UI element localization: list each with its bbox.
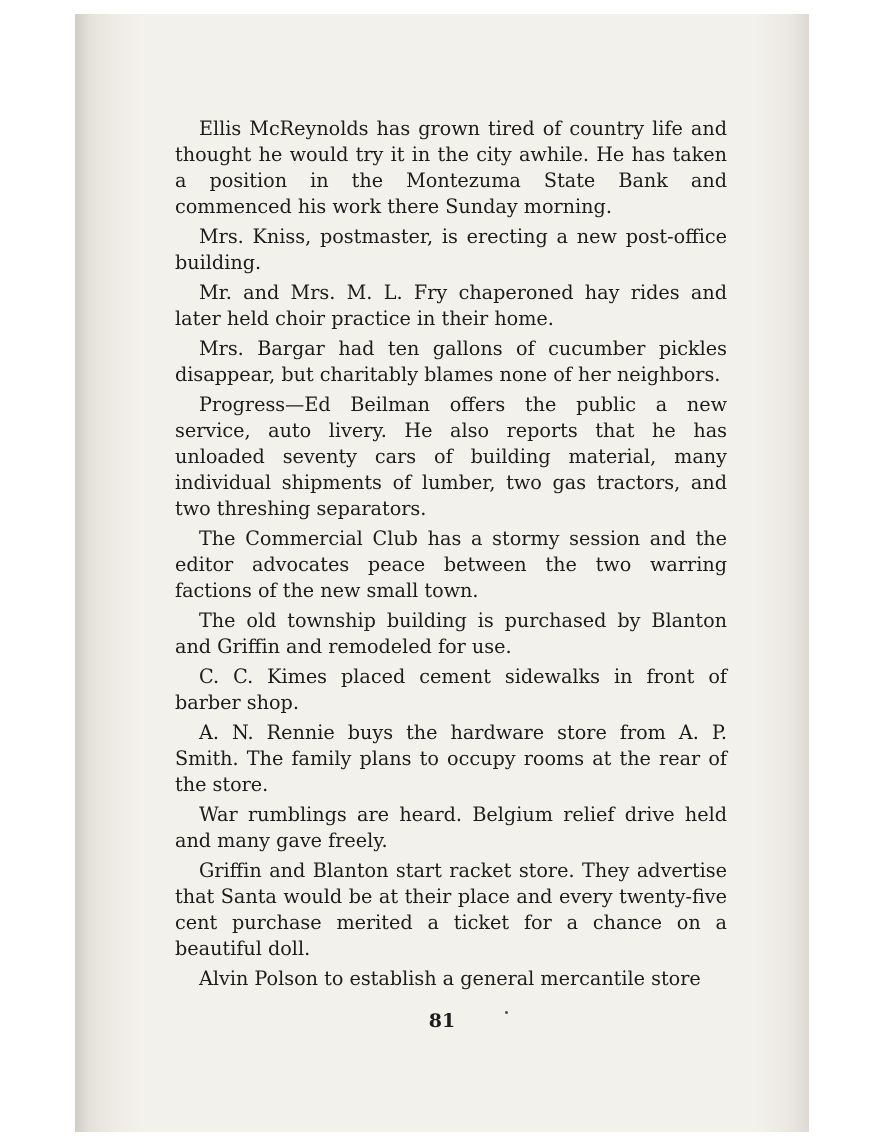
paragraph-mcreynolds: Ellis McReynolds has grown tired of country life and thought he would try it in the city awhile. He has taken a position in the Montezuma State Bank and commenced his work there Sunday morning. [175, 117, 727, 218]
paragraph-fry: Mr. and Mrs. M. L. Fry chaperoned hay rides and later held choir practice in their home. [175, 281, 727, 330]
paragraph-racket-store: Griffin and Blanton start racket store. They advertise that Santa would be at their place and every twenty-five cent purchase merited a ticket for a chance on a beautiful doll. [175, 859, 727, 960]
paragraph-township-building: The old township building is purchased by Blanton and Griffin and remodeled for use. [175, 609, 727, 658]
paragraph-polson: Alvin Polson to establish a general mercantile store [199, 967, 701, 990]
paragraph-commercial-club: The Commercial Club has a stormy session and the editor advocates peace between the two warring factions of the new small town. [175, 527, 727, 602]
paragraph-kniss: Mrs. Kniss, postmaster, is erecting a new post-office building. [175, 225, 727, 274]
paragraph-rennie: A. N. Rennie buys the hardware store from A. P. Smith. The family plans to occupy rooms at the rear of the store. [175, 721, 727, 796]
text-block [175, 116, 727, 996]
ink-speck [505, 1011, 508, 1014]
paragraph-bargar: Mrs. Bargar had ten gallons of cucumber pickles disappear, but charitably blames none of her neighbors. [175, 337, 727, 386]
page-number: 81 [428, 1010, 456, 1032]
paragraph-progress: Progress—Ed Beilman offers the public a new service, auto livery. He also reports that he has unloaded seventy cars of building material, many individual shipments of lumber, two gas tractors, and two threshing separators. [175, 393, 727, 520]
paragraph-kimes: C. C. Kimes placed cement sidewalks in front of barber shop. [175, 665, 727, 714]
paragraph-war-rumblings: War rumblings are heard. Belgium relief drive held and many gave freely. [175, 803, 727, 852]
